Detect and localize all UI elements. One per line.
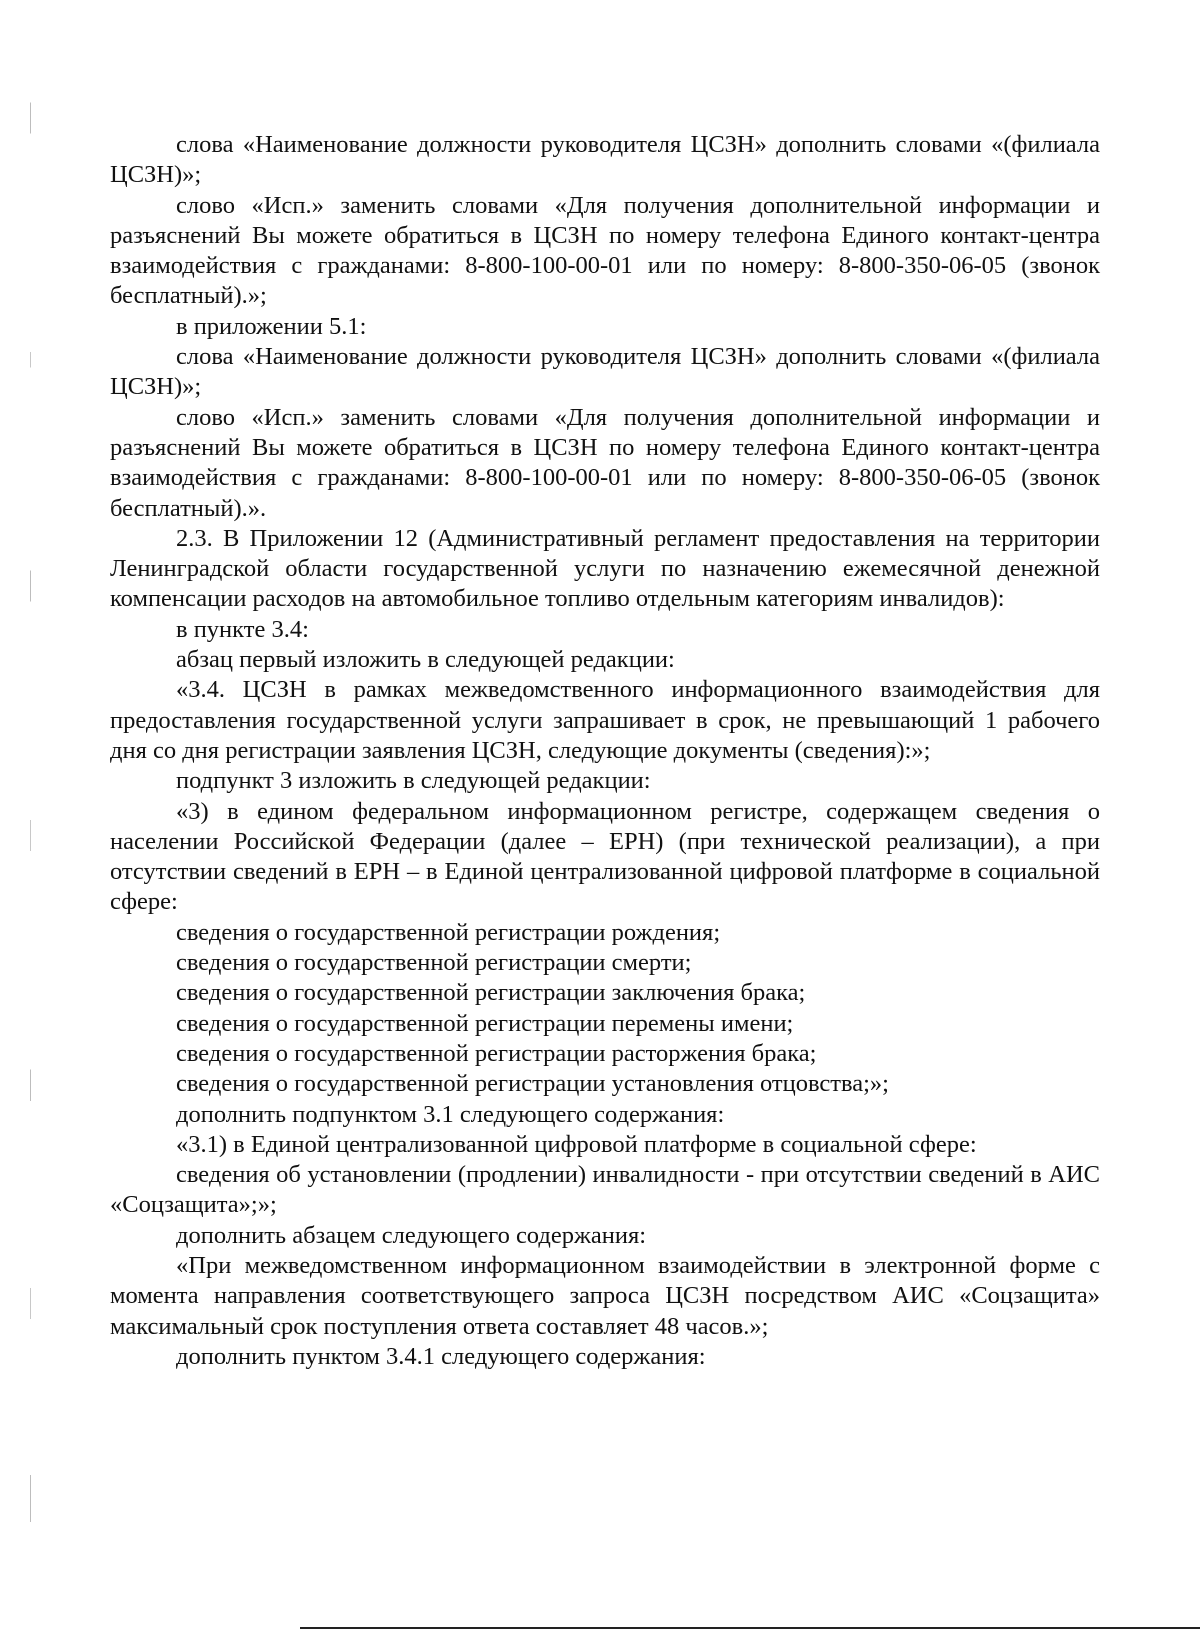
paragraph: «При межведомственном информационном взаимодействии в электронной форме с момента направления соответствующего запроса ЦСЗН посредством АИС «Соцзащита» максимальный срок поступления ответа составляет 48 часов.»; [110,1251,1100,1340]
paragraph: 2.3. В Приложении 12 (Административный регламент предоставления на территории Ленинградской области государственной услуги по назначению ежемесячной денежной компенсации расходов на автомобильное топливо отдельным категориям инвалидов): [110,524,1100,613]
paragraph: в приложении 5.1: [176,312,367,340]
paragraph: слово «Исп.» заменить словами «Для получения дополнительной информации и разъяснений Вы можете обратиться в ЦСЗН по номеру телефона Единого контакт-центра взаимодействия с гражданами: 8-800-100-00-01 или по номеру: 8-800-350-06-05 (звонок бесплатный).». [110,403,1100,522]
paragraph: в пункте 3.4: [176,615,309,643]
paragraph: слова «Наименование должности руководителя ЦСЗН» дополнить словами «(филиала ЦСЗН)»; [110,131,1100,189]
paragraph: дополнить пунктом 3.4.1 следующего содержания: [176,1342,706,1370]
paragraph: слово «Исп.» заменить словами «Для получения дополнительной информации и разъяснений Вы можете обратиться в ЦСЗН по номеру телефона Единого контакт-центра взаимодействия с гражданами: 8-800-100-00-01 или по номеру: 8-800-350-06-05 (звонок бесплатный).»; [110,191,1100,310]
scan-edge-mark [30,40,31,1600]
paragraph: сведения о государственной регистрации заключения брака; [176,979,806,1007]
paragraph: «3) в едином федеральном информационном регистре, содержащем сведения о населении Российской Федерации (далее – ЕРН) (при технической реализации), а при отсутствии сведений в ЕРН – в Единой централизованной цифровой платформе в социальной сфере: [110,797,1100,916]
paragraph: сведения о государственной регистрации расторжения брака; [176,1039,817,1067]
paragraph: сведения об установлении (продлении) инвалидности - при отсутствии сведений в АИС «Соцзащита»;»; [110,1161,1100,1219]
paragraph: сведения о государственной регистрации перемены имени; [176,1009,794,1037]
paragraph: «3.1) в Единой централизованной цифровой платформе в социальной сфере: [176,1130,977,1158]
paragraph: сведения о государственной регистрации смерти; [176,949,692,977]
paragraph: слова «Наименование должности руководителя ЦСЗН» дополнить словами «(филиала ЦСЗН)»; [110,343,1100,401]
paragraph: абзац первый изложить в следующей редакции: [176,646,675,674]
paragraph: подпункт 3 изложить в следующей редакции: [176,767,651,795]
paragraph: «3.4. ЦСЗН в рамках межведомственного информационного взаимодействия для предоставления государственной услуги запрашивает в срок, не превышающий 1 рабочего дня со дня регистрации заявления ЦСЗН, следующие документы (сведения):»; [110,676,1100,764]
paragraph: дополнить абзацем следующего содержания: [176,1221,647,1249]
paragraph: сведения о государственной регистрации рождения; [176,918,721,946]
document-body [110,130,1100,1372]
paragraph: дополнить подпунктом 3.1 следующего содержания: [176,1100,725,1128]
paragraph: сведения о государственной регистрации установления отцовства;»; [176,1070,889,1098]
